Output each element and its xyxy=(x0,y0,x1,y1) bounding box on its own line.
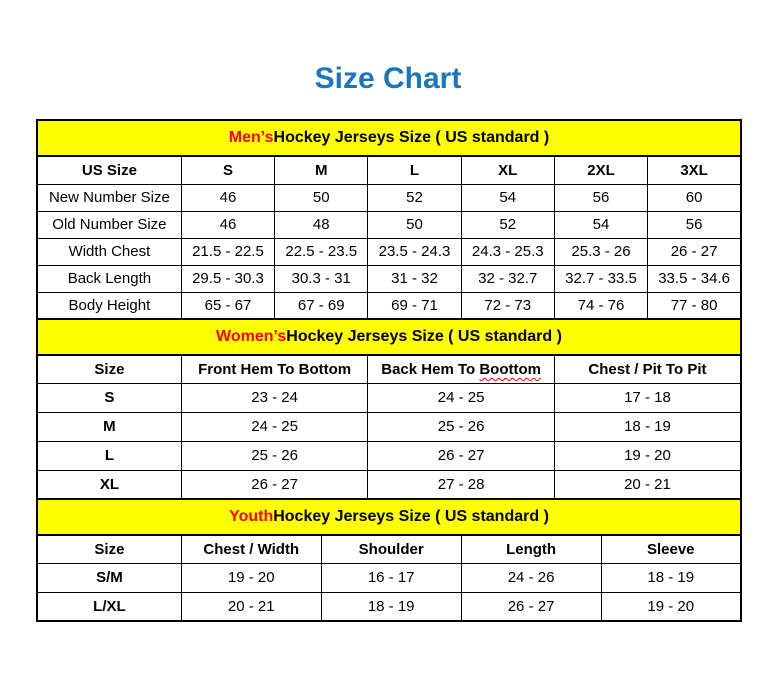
womens-table xyxy=(36,354,742,500)
heading-text: Hockey Jerseys Size ( US standard ) xyxy=(286,328,562,345)
header-row xyxy=(37,355,741,383)
row-label: Body Height xyxy=(37,292,181,319)
size-cell: 50 xyxy=(275,184,368,211)
size-cell: 23 - 24 xyxy=(181,383,368,412)
size-cell: 25.3 - 26 xyxy=(554,238,647,265)
row-label: S xyxy=(37,383,181,412)
size-cell: 19 - 20 xyxy=(601,592,741,621)
table-row xyxy=(37,563,741,592)
table-row xyxy=(37,441,741,470)
table-row xyxy=(37,412,741,441)
column-header: Back Hem To Boottom xyxy=(368,355,555,383)
column-header: Sleeve xyxy=(601,535,741,563)
column-header: Length xyxy=(461,535,601,563)
size-cell: 26 - 27 xyxy=(181,470,368,499)
size-cell: 56 xyxy=(554,184,647,211)
size-cell: 69 - 71 xyxy=(368,292,461,319)
size-cell: 48 xyxy=(275,211,368,238)
row-label: L/XL xyxy=(37,592,181,621)
size-cell: 60 xyxy=(648,184,741,211)
row-label: S/M xyxy=(37,563,181,592)
table-row xyxy=(37,211,741,238)
womens-heading-band xyxy=(36,318,742,356)
size-cell: 32 - 32.7 xyxy=(461,265,554,292)
column-header: Chest / Pit To Pit xyxy=(554,355,741,383)
size-cell: 18 - 19 xyxy=(321,592,461,621)
column-header: Size xyxy=(37,535,181,563)
heading-accent: Youth xyxy=(229,508,274,525)
size-cell: 32.7 - 33.5 xyxy=(554,265,647,292)
size-cell: 18 - 19 xyxy=(554,412,741,441)
column-header: S xyxy=(181,156,274,184)
column-header: 3XL xyxy=(648,156,741,184)
column-header: Shoulder xyxy=(321,535,461,563)
heading-accent: Women’s xyxy=(216,328,287,345)
size-cell: 67 - 69 xyxy=(275,292,368,319)
mens-size-section xyxy=(36,119,742,320)
mens-table xyxy=(36,155,742,320)
size-cell: 50 xyxy=(368,211,461,238)
heading-text: Hockey Jerseys Size ( US standard ) xyxy=(273,129,550,146)
size-cell: 24 - 25 xyxy=(368,383,555,412)
size-cell: 25 - 26 xyxy=(368,412,555,441)
column-header: Size xyxy=(37,355,181,383)
column-header: 2XL xyxy=(554,156,647,184)
womens-size-section xyxy=(36,318,742,500)
header-row xyxy=(37,535,741,563)
size-tables-container xyxy=(36,119,742,622)
row-label: Old Number Size xyxy=(37,211,181,238)
row-label: XL xyxy=(37,470,181,499)
mens-heading-band xyxy=(36,119,742,157)
size-cell: 22.5 - 23.5 xyxy=(275,238,368,265)
size-cell: 21.5 - 22.5 xyxy=(181,238,274,265)
size-cell: 19 - 20 xyxy=(554,441,741,470)
table-row xyxy=(37,238,741,265)
table-row xyxy=(37,292,741,319)
column-header: M xyxy=(275,156,368,184)
size-cell: 72 - 73 xyxy=(461,292,554,319)
size-cell: 33.5 - 34.6 xyxy=(648,265,741,292)
size-cell: 46 xyxy=(181,211,274,238)
column-header: XL xyxy=(461,156,554,184)
youth-size-section xyxy=(36,498,742,622)
row-label: New Number Size xyxy=(37,184,181,211)
table-row xyxy=(37,184,741,211)
column-header: Chest / Width xyxy=(181,535,321,563)
table-row xyxy=(37,383,741,412)
size-cell: 52 xyxy=(461,211,554,238)
size-cell: 26 - 27 xyxy=(648,238,741,265)
size-cell: 24 - 26 xyxy=(461,563,601,592)
size-cell: 19 - 20 xyxy=(181,563,321,592)
column-header: Front Hem To Bottom xyxy=(181,355,368,383)
table-row xyxy=(37,265,741,292)
size-cell: 20 - 21 xyxy=(181,592,321,621)
size-cell: 24.3 - 25.3 xyxy=(461,238,554,265)
size-cell: 54 xyxy=(461,184,554,211)
size-cell: 54 xyxy=(554,211,647,238)
column-header: US Size xyxy=(37,156,181,184)
size-cell: 24 - 25 xyxy=(181,412,368,441)
misspelled-word: Boottom xyxy=(479,360,541,378)
size-cell: 26 - 27 xyxy=(461,592,601,621)
size-cell: 30.3 - 31 xyxy=(275,265,368,292)
size-cell: 46 xyxy=(181,184,274,211)
size-cell: 27 - 28 xyxy=(368,470,555,499)
size-cell: 16 - 17 xyxy=(321,563,461,592)
youth-heading-band xyxy=(36,498,742,536)
header-row xyxy=(37,156,741,184)
heading-text: Hockey Jerseys Size ( US standard ) xyxy=(273,508,549,525)
size-cell: 25 - 26 xyxy=(181,441,368,470)
size-cell: 20 - 21 xyxy=(554,470,741,499)
size-cell: 31 - 32 xyxy=(368,265,461,292)
youth-table xyxy=(36,534,742,622)
column-header: L xyxy=(368,156,461,184)
size-cell: 29.5 - 30.3 xyxy=(181,265,274,292)
page-title: Size Chart xyxy=(314,62,462,95)
size-cell: 65 - 67 xyxy=(181,292,274,319)
size-cell: 17 - 18 xyxy=(554,383,741,412)
row-label: Back Length xyxy=(37,265,181,292)
row-label: M xyxy=(37,412,181,441)
row-label: Width Chest xyxy=(37,238,181,265)
size-cell: 26 - 27 xyxy=(368,441,555,470)
size-cell: 23.5 - 24.3 xyxy=(368,238,461,265)
size-cell: 77 - 80 xyxy=(648,292,741,319)
heading-accent: Men’s xyxy=(228,129,274,146)
table-row xyxy=(37,470,741,499)
size-cell: 56 xyxy=(648,211,741,238)
row-label: L xyxy=(37,441,181,470)
size-cell: 74 - 76 xyxy=(554,292,647,319)
size-cell: 52 xyxy=(368,184,461,211)
size-cell: 18 - 19 xyxy=(601,563,741,592)
table-row xyxy=(37,592,741,621)
